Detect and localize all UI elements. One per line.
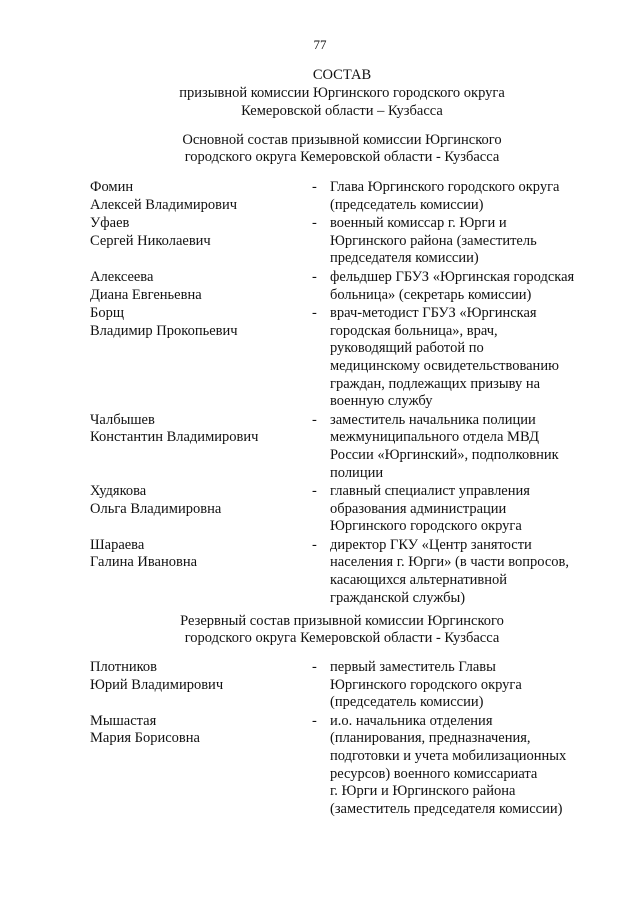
title-line-1: СОСТАВ — [312, 67, 372, 83]
member-dash: - — [312, 268, 317, 285]
member-role-line: военный комиссар г. Юрги и — [330, 215, 507, 232]
member-name — [90, 269, 312, 304]
main-composition-heading — [0, 132, 640, 166]
member-surname: Уфаев — [90, 215, 130, 232]
member-name — [90, 412, 312, 482]
member-role-line: (планирования, предназначения, — [330, 730, 531, 747]
member-role-line: (председатель комиссии) — [330, 694, 484, 711]
member-name — [90, 537, 312, 607]
member-row — [90, 713, 610, 819]
member-role-line: военную службу — [330, 393, 433, 410]
member-row — [90, 483, 610, 536]
member-name — [90, 483, 312, 536]
member-row — [90, 215, 610, 268]
member-surname: Плотников — [90, 659, 158, 675]
member-role-line: врач-методист ГБУЗ «Юргинская — [330, 305, 537, 322]
member-row — [90, 179, 610, 214]
member-role-line: касающихся альтернативной — [330, 572, 508, 589]
member-role — [330, 179, 610, 214]
main-heading-line-1: Основной состав призывной комиссии Юргинского — [182, 132, 502, 148]
title-line-2: призывной комиссии Юргинского городского округа — [179, 85, 505, 101]
member-row — [90, 269, 610, 304]
member-role-line: и.о. начальника отделения — [330, 712, 493, 729]
member-role — [330, 412, 610, 482]
member-row — [90, 537, 610, 607]
member-surname: Чалбышев — [90, 411, 155, 428]
member-role-line: России «Юргинский», подполковник — [330, 446, 559, 463]
member-role-line: главный специалист управления — [330, 483, 530, 500]
member-dash: - — [312, 536, 317, 553]
member-role-line: гражданской службы) — [330, 589, 466, 606]
member-dash: - — [312, 712, 317, 729]
member-given-names: Ольга Владимировна — [90, 500, 222, 517]
member-role-line: первый заместитель Главы — [330, 659, 496, 675]
member-role-line: населения г. Юрги» (в части вопросов, — [330, 554, 569, 571]
member-role-line: председателя комиссии) — [330, 250, 479, 267]
reserve-composition-heading — [0, 613, 640, 647]
member-row — [90, 305, 610, 411]
member-surname: Борщ — [90, 305, 124, 322]
member-role-line: руководящий работой по — [330, 340, 484, 357]
member-role-line: образования администрации — [330, 500, 507, 517]
member-dash: - — [312, 179, 317, 195]
member-surname: Алексеева — [90, 268, 154, 285]
title-line-3: Кемеровской области – Кузбасса — [241, 103, 443, 119]
member-role-line: больница» (секретарь комиссии) — [330, 286, 532, 303]
member-role-line: Юргинского района (заместитель — [330, 232, 537, 249]
member-given-names: Галина Ивановна — [90, 554, 198, 571]
member-dash: - — [312, 411, 317, 428]
member-role-line: Юргинского городского округа — [330, 676, 522, 693]
member-given-names: Мария Борисовна — [90, 730, 200, 747]
member-dash: - — [312, 483, 317, 500]
member-role — [330, 713, 610, 819]
member-row — [90, 659, 610, 712]
member-role-line: фельдшер ГБУЗ «Юргинская городская — [330, 268, 575, 285]
reserve-heading-line-1: Резервный состав призывной комиссии Юргинского — [180, 613, 504, 629]
member-role-line: полиции — [330, 464, 384, 481]
member-role-line: (заместитель председателя комиссии) — [330, 800, 563, 817]
member-role-line: заместитель начальника полиции — [330, 411, 536, 428]
reserve-members-list — [90, 659, 610, 819]
member-role-line: медицинскому освидетельствованию — [330, 357, 559, 374]
member-role-line: межмуниципального отдела МВД — [330, 429, 539, 446]
member-role-line: граждан, подлежащих призыву на — [330, 375, 541, 392]
member-dash: - — [312, 305, 317, 322]
page-number: 77 — [313, 37, 327, 52]
member-role-line: директор ГКУ «Центр занятости — [330, 536, 532, 553]
member-row — [90, 412, 610, 482]
member-surname: Фомин — [90, 179, 134, 195]
member-surname: Худякова — [90, 483, 147, 500]
member-dash: - — [312, 659, 317, 675]
member-role — [330, 659, 610, 712]
member-given-names: Константин Владимирович — [90, 429, 259, 446]
member-surname: Мышастая — [90, 712, 157, 729]
member-given-names: Юрий Владимирович — [90, 676, 224, 693]
member-role — [330, 269, 610, 304]
main-members-list — [90, 179, 610, 608]
member-name — [90, 215, 312, 268]
member-role — [330, 483, 610, 536]
member-role-line: Глава Юргинского городского округа — [330, 179, 560, 195]
member-name — [90, 179, 312, 214]
member-name — [90, 659, 312, 712]
member-role — [330, 215, 610, 268]
member-role-line: г. Юрги и Юргинского района — [330, 783, 516, 800]
member-name — [90, 713, 312, 819]
member-surname: Шараева — [90, 536, 145, 553]
document-title — [0, 66, 640, 120]
member-given-names: Сергей Николаевич — [90, 232, 211, 249]
member-given-names: Владимир Прокопьевич — [90, 322, 238, 339]
member-role-line: (председатель комиссии) — [330, 196, 484, 213]
main-heading-line-2: городского округа Кемеровской области - Кузбасса — [184, 149, 500, 165]
member-role — [330, 305, 610, 411]
member-name — [90, 305, 312, 411]
member-given-names: Диана Евгеньевна — [90, 286, 202, 303]
member-given-names: Алексей Владимирович — [90, 196, 238, 213]
member-role-line: ресурсов) военного комиссариата — [330, 765, 538, 782]
member-dash: - — [312, 215, 317, 232]
member-role-line: подготовки и учета мобилизационных — [330, 747, 567, 764]
member-role — [330, 537, 610, 607]
member-role-line: городская больница», врач, — [330, 322, 498, 339]
reserve-heading-line-2: городского округа Кемеровской области - Кузбасса — [184, 630, 500, 646]
member-role-line: Юргинского городского округа — [330, 518, 522, 535]
